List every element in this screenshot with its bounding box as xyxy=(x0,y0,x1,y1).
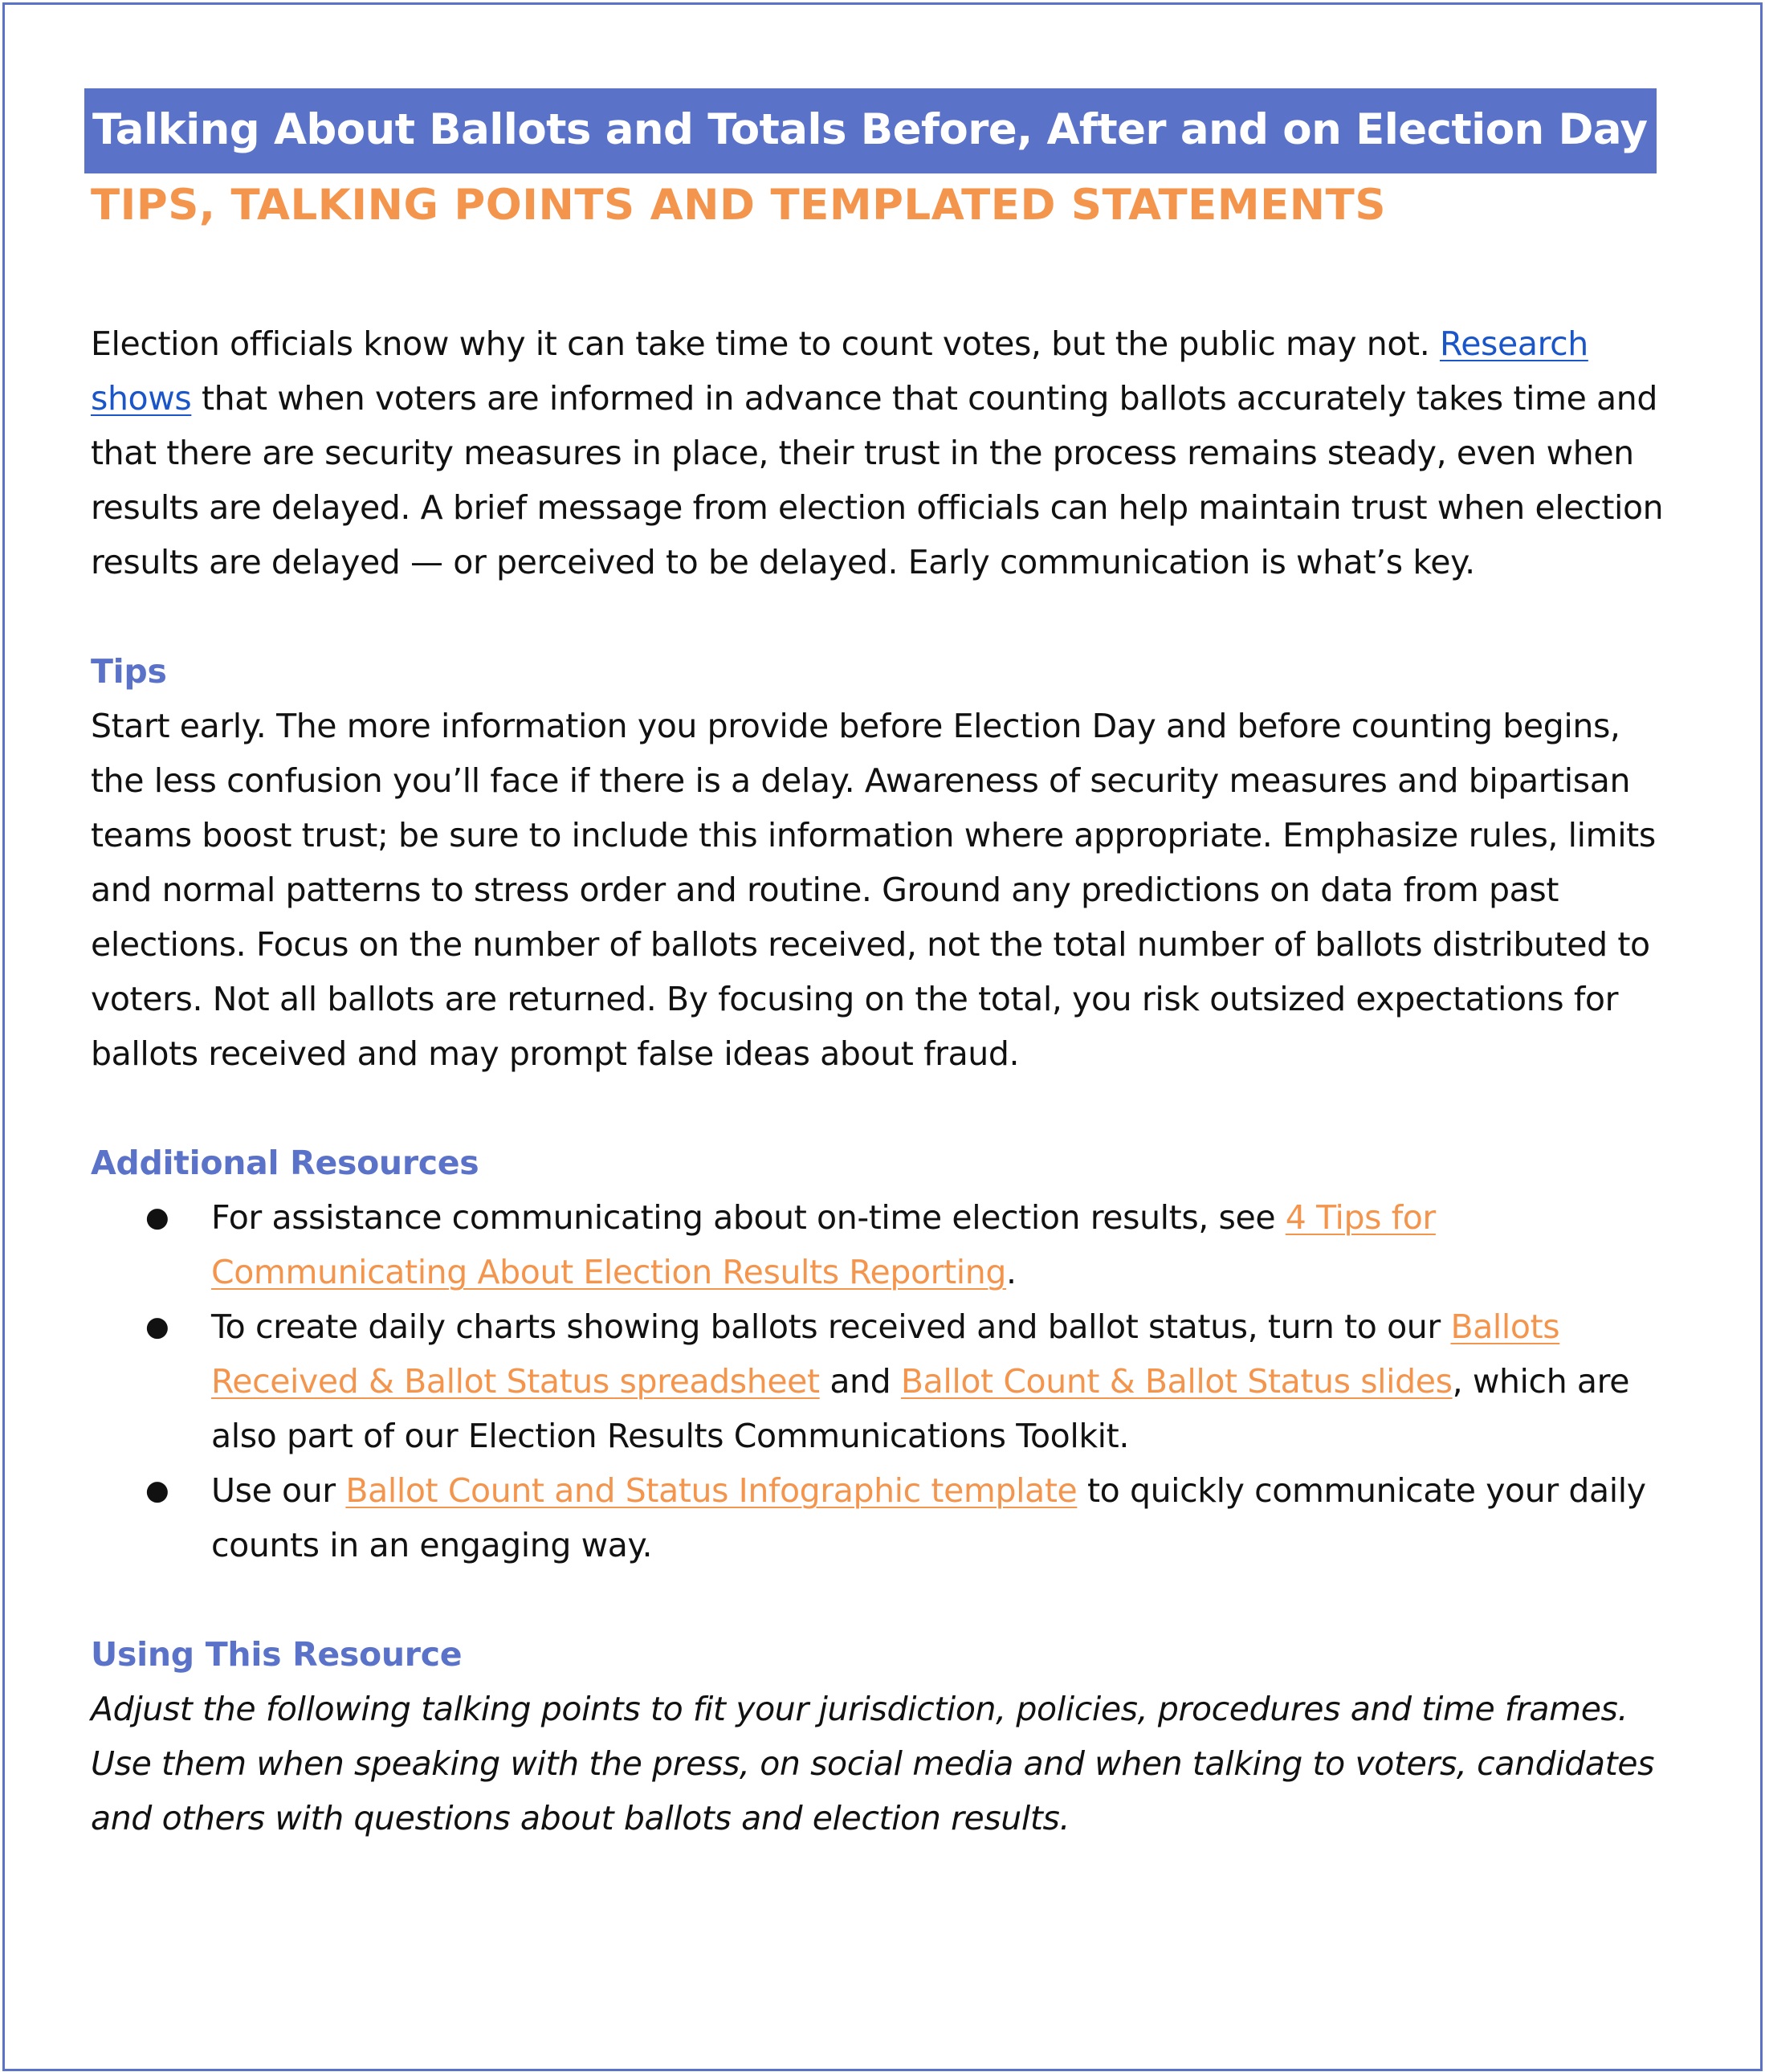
tips-section xyxy=(91,644,1665,1081)
list-item xyxy=(145,1190,1665,1299)
ballots-received-spreadsheet-link[interactable]: Ballots Received & Ballot Status spreadsheet xyxy=(211,1307,1560,1401)
infographic-template-link[interactable]: Ballot Count and Status Infographic template xyxy=(345,1471,1078,1510)
intro-text-before: Election officials know why it can take time to count votes, but the public may not. xyxy=(91,324,1440,363)
tips-heading: Tips xyxy=(91,652,167,691)
resource-2-text-middle: and xyxy=(819,1362,901,1401)
additional-resources-heading: Additional Resources xyxy=(91,1144,479,1182)
intro-text-after: that when voters are informed in advance that counting ballots accurately takes time and that there are security measures in place, their trust in the process remains steady, even when results are delayed. A brief message from election officials can help maintain trust when election results are delayed — or perceived to be delayed. Early communication is what’s key. xyxy=(91,379,1664,581)
bullet-icon: ● xyxy=(145,1474,169,1507)
ballot-count-slides-link[interactable]: Ballot Count & Ballot Status slides xyxy=(900,1362,1453,1401)
resources-list xyxy=(91,1190,1665,1572)
resource-1-text-before: For assistance communicating about on-time election results, see xyxy=(211,1198,1286,1237)
using-resource-section xyxy=(91,1627,1665,1846)
resource-3-text-after: to quickly communicate your daily counts in an engaging way. xyxy=(211,1471,1646,1564)
tips-results-reporting-link[interactable]: 4 Tips for Communicating About Election Results Reporting xyxy=(211,1198,1436,1291)
document-content xyxy=(91,88,1665,1846)
bullet-icon: ● xyxy=(145,1311,169,1343)
using-resource-heading: Using This Resource xyxy=(91,1635,463,1674)
resource-2-text-after: , which are also part of our Election Results Communications Toolkit. xyxy=(211,1362,1630,1455)
resource-1-text-after: . xyxy=(1006,1253,1017,1291)
tips-body: Start early. The more information you provide before Election Day and before counting begins, the less confusion you’ll face if there is a delay. Awareness of security measures and bipartisan teams boost trust; be sure to include this information where appropriate. Emphasize rules, limits and normal patterns to stress order and routine. Ground any predictions on data from past elections. Focus on the number of ballots received, not the total number of ballots distributed to voters. Not all ballots are returned. By focusing on the total, you risk outsized expectations for ballots received and may prompt false ideas about fraud. xyxy=(91,707,1656,1073)
bullet-icon: ● xyxy=(145,1201,169,1234)
intro-paragraph xyxy=(91,316,1665,589)
using-resource-body: Adjust the following talking points to fit your jurisdiction, policies, procedures and time frames. Use them when speaking with the press, on social media and when talking to voters, candidates and others with questions about ballots and election results. xyxy=(91,1690,1655,1837)
resource-2-text-before: To create daily charts showing ballots received and ballot status, turn to our xyxy=(211,1307,1451,1346)
page-title: Talking About Ballots and Totals Before, After and on Election Day xyxy=(84,88,1657,173)
additional-resources-section xyxy=(91,1136,1665,1572)
page-subtitle: TIPS, TALKING POINTS AND TEMPLATED STATEMENTS xyxy=(91,181,1386,230)
research-shows-link[interactable]: Research shows xyxy=(91,324,1588,418)
resource-3-text-before: Use our xyxy=(211,1471,346,1510)
list-item xyxy=(145,1299,1665,1463)
list-item xyxy=(145,1463,1665,1572)
